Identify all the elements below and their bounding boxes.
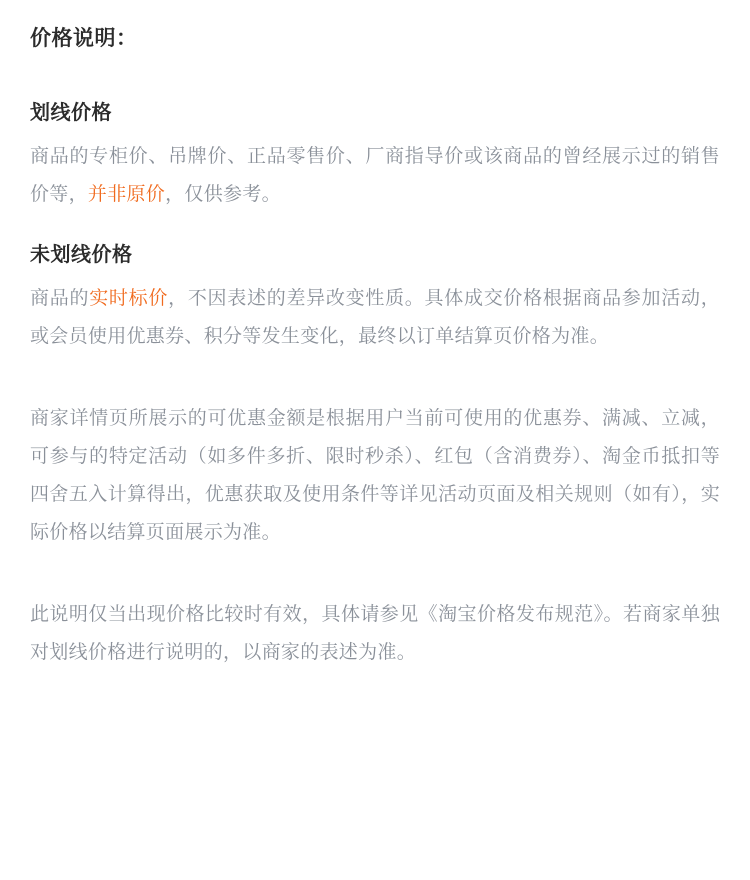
text-run: ，不因表述的差异改变性质。具体成交价格根据商品参加活动，或会员使用优惠券、积分等发生变化，最终以订单结算页价格为准。 (30, 288, 720, 347)
paragraph-discount-calculation (30, 400, 720, 552)
text-run: 商家详情页所展示的可优惠金额是根据用户当前可使用的优惠券、满减、立减，可参与的特定活动（如多件多折、限时秒杀）、红包（含消费券）、淘金币抵扣等四舍五入计算得出，优惠获取及使用条件等详见活动页面及相关规则（如有），实际价格以结算页面展示为准。 (30, 408, 720, 543)
section-strikethrough-price (30, 98, 720, 214)
text-run: ，仅供参考。 (165, 184, 281, 205)
paragraph-strikethrough-price (30, 138, 720, 214)
paragraph-scope-note (30, 596, 720, 672)
text-run: 此说明仅当出现价格比较时有效，具体请参见《淘宝价格发布规范》。若商家单独对划线价格进行说明的，以商家的表述为准。 (30, 604, 720, 663)
section-non-strikethrough-price (30, 240, 720, 672)
highlighted-text-realtime-price: 实时标价 (89, 288, 169, 309)
section-heading-non-strikethrough-price: 未划线价格 (30, 244, 133, 266)
text-run: 商品的 (30, 288, 90, 309)
section-heading-strikethrough-price: 划线价格 (30, 102, 112, 124)
paragraph-realtime-price (30, 280, 720, 356)
text-run: 商品的专柜价、吊牌价、正品零售价、厂商指导价或该商品的曾经展示过的销售价等， (30, 146, 720, 205)
page-title: 价格说明： (30, 27, 138, 50)
highlighted-text-not-original-price: 并非原价 (87, 184, 166, 205)
